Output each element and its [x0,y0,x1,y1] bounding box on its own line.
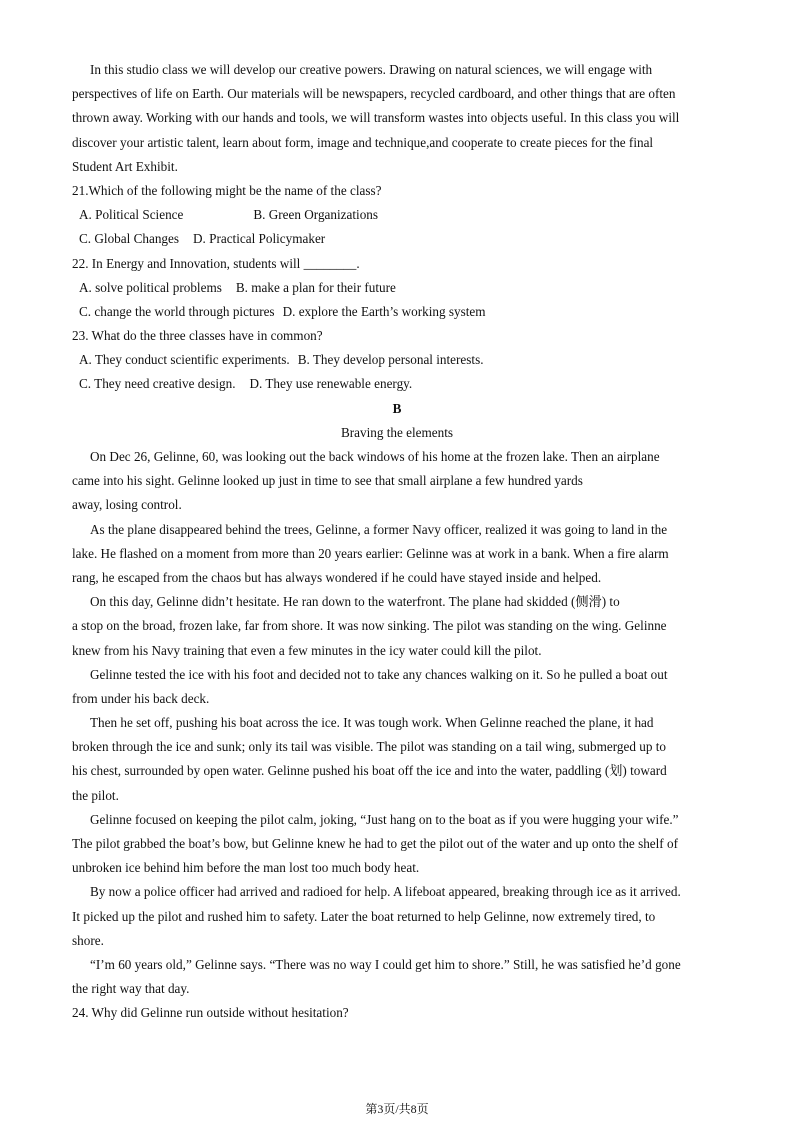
option-d: D. Practical Policymaker [193,231,326,247]
story-line: a stop on the broad, frozen lake, far from shore. It was now sinking. The pilot was standing on the wing. Gelinne [72,618,667,634]
story-line: As the plane disappeared behind the trees, Gelinne, a former Navy officer, realized it was going to land in the [90,521,668,537]
option-c: C. Global Changes [79,231,179,247]
story-line: shore. [72,932,104,948]
story-line: Gelinne tested the ice with his foot and decided not to take any chances walking on it. So he pulled a boat out [90,666,668,682]
question-21-options-row-1 [72,203,722,227]
question-22-options-row-2 [72,300,722,324]
question-22-stem: 22. In Energy and Innovation, students will ________. [72,255,360,271]
story-line: Then he set off, pushing his boat across the ice. It was tough work. When Gelinne reached the plane, it had [90,715,654,731]
story-line: knew from his Navy training that even a few minutes in the icy water could kill the pilot. [72,642,542,658]
passage-title: Braving the elements [340,424,454,440]
option-a: A. solve political problems [79,279,222,295]
question-22-options-row-1 [72,276,722,300]
option-c: C. change the world through pictures [79,303,275,319]
question-24-stem: 24. Why did Gelinne run outside without hesitation? [72,1005,349,1021]
option-d: D. explore the Earth’s working system [282,303,486,319]
story-line: came into his sight. Gelinne looked up just in time to see that small airplane a few hundred yards [72,473,583,489]
story-line: away, losing control. [72,497,182,513]
story-line: lake. He flashed on a moment from more than 20 years earlier: Gelinne was at work in a bank. When a fire alarm [72,545,669,561]
option-a: A. They conduct scientific experiments. [79,352,290,368]
question-23-options-row-2 [72,372,722,396]
question-23-stem: 23. What do the three classes have in common? [72,328,323,344]
section-letter: B [392,400,402,416]
page-footer: 第3页/共8页 [365,1102,429,1116]
story-line: the right way that day. [72,981,190,997]
question-21-stem: 21.Which of the following might be the name of the class? [72,182,382,198]
story-line: By now a police officer had arrived and radioed for help. A lifeboat appeared, breaking through ice as it arrived. [90,884,681,900]
story-line: The pilot grabbed the boat’s bow, but Gelinne knew he had to get the pilot out of the water and up onto the shelf of [72,836,678,851]
question-21-options-row-2 [72,227,722,251]
paragraph-line: discover your artistic talent, learn about form, image and technique,and cooperate to create pieces for the final [72,134,654,150]
paragraph-line: In this studio class we will develop our creative powers. Drawing on natural sciences, we will engage with [90,62,653,77]
document-page [72,58,722,1026]
story-line: from under his back deck. [72,690,210,706]
story-line: “I’m 60 years old,” Gelinne says. “There was no way I could get him to shore.” Still, he was satisfied he’d gone [90,956,681,972]
story-line: Gelinne focused on keeping the pilot calm, joking, “Just hang on to the boat as if you were hugging your wife.” [90,811,679,827]
story-line: the pilot. [72,787,119,803]
option-c: C. They need creative design. [79,376,236,392]
paragraph-line: perspectives of life on Earth. Our materials will be newspapers, recycled cardboard, and other things that are often [72,86,676,102]
story-line: rang, he escaped from the chaos but has always wondered if he could have stayed inside and helped. [72,569,602,585]
story-line: his chest, surrounded by open water. Gelinne pushed his boat off the ice and into the water, paddling (划) toward [72,763,667,779]
option-a: A. Political Science [79,207,184,223]
paragraph-line: thrown away. Working with our hands and tools, we will transform wastes into objects useful. In this class you will [72,110,680,126]
option-d: D. They use renewable energy. [249,376,413,392]
option-b: B. They develop personal interests. [297,352,484,368]
option-b: B. make a plan for their future [235,279,396,295]
story-line: unbroken ice behind him before the man lost too much body heat. [72,860,420,876]
story-line: On this day, Gelinne didn’t hesitate. He ran down to the waterfront. The plane had skidded (侧滑) to [90,594,620,610]
question-23-options-row-1 [72,348,722,372]
story-line: It picked up the pilot and rushed him to safety. Later the boat returned to help Gelinne, now extremely tired, to [72,908,656,924]
story-line: broken through the ice and sunk; only its tail was visible. The pilot was standing on a tail wing, submerged up to [72,739,666,755]
paragraph-line: Student Art Exhibit. [72,158,178,174]
story-line: On Dec 26, Gelinne, 60, was looking out the back windows of his home at the frozen lake. Then an airplane [90,449,660,464]
option-b: B. Green Organizations [253,207,379,223]
